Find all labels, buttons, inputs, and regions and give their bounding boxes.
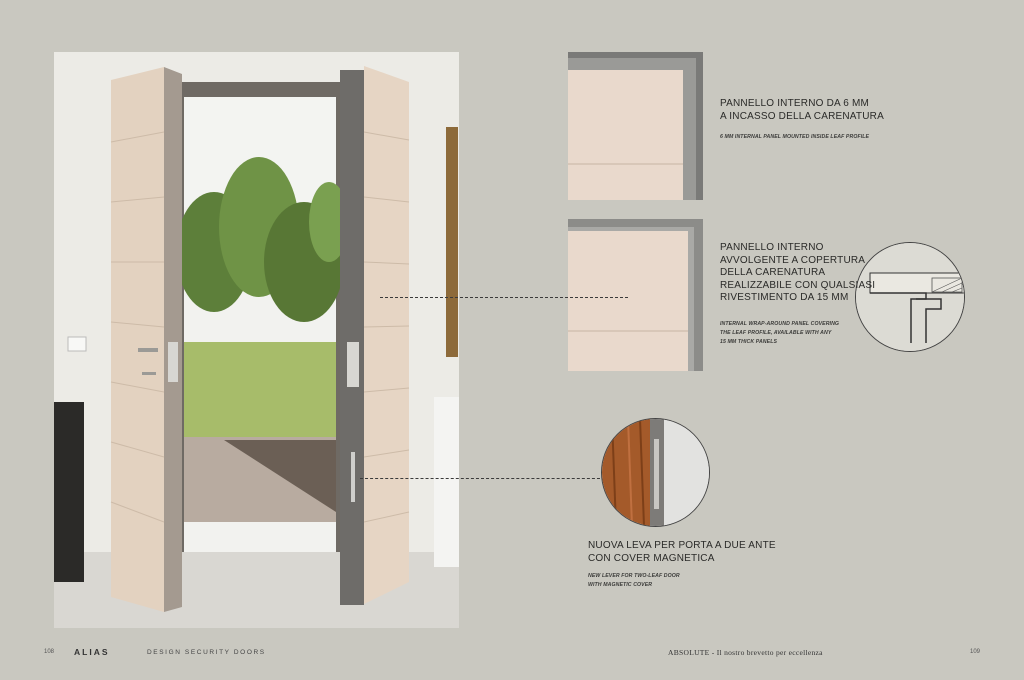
page-number-right: 109 bbox=[970, 649, 981, 655]
feature-1-subtitle: 6 MM INTERNAL PANEL MOUNTED INSIDE LEAF PROFILE bbox=[720, 134, 870, 140]
feature-3-subtitle: NEW LEVER FOR TWO-LEAF DOOR WITH MAGNETIC COVER bbox=[588, 573, 680, 588]
footer-title: ABSOLUTE - Il nostro brevetto per eccellenza bbox=[668, 648, 823, 657]
feature-3-title: NUOVA LEVA PER PORTA A DUE ANTE CON COVER MAGNETICA bbox=[588, 540, 776, 564]
page-number-left: 108 bbox=[44, 649, 55, 655]
brand-logo: ALIAS bbox=[74, 647, 110, 657]
callout-line-lever bbox=[360, 478, 605, 479]
feature-2-title: PANNELLO INTERNO AVVOLGENTE A COPERTURA DELLA CARENATURA REALIZZABILE CON QUALSIASI RIVESTIMENTO DA 15 MM bbox=[720, 242, 876, 303]
door-photo bbox=[54, 52, 459, 628]
feature-2-subtitle: INTERNAL WRAP-AROUND PANEL COVERING THE LEAF PROFILE, AVAILABLE WITH ANY 15 MM THICK PANELS bbox=[720, 321, 840, 345]
panel-detail-inset bbox=[568, 52, 703, 200]
wraparound-panel-inset bbox=[568, 219, 703, 371]
brand-tagline: DESIGN SECURITY DOORS bbox=[147, 649, 266, 656]
lever-detail-icon bbox=[601, 418, 710, 527]
feature-1-title: PANNELLO INTERNO DA 6 MM A INCASSO DELLA CARENATURA bbox=[720, 98, 884, 122]
callout-line-panel bbox=[380, 297, 628, 298]
